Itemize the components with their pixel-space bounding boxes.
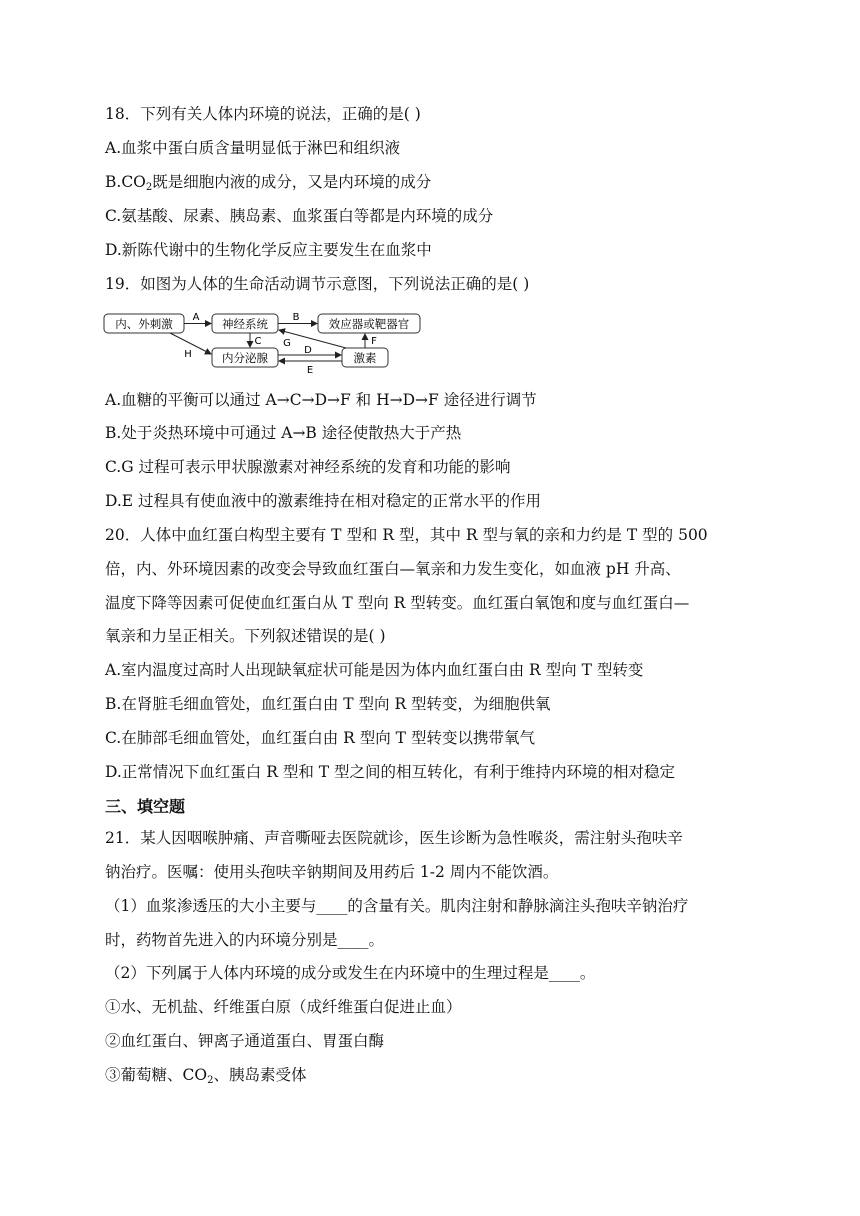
edge-label-d: D [304,345,312,356]
q20-option-c: C.在肺部毛细血管处，血红蛋白由 R 型向 T 型转变以携带氧气 [105,729,535,747]
q20-stem-line-3: 温度下降等因素可促使血红蛋白从 T 型向 R 型转变。血红蛋白氧饱和度与血红蛋白— [105,594,690,612]
q18-option-d: D.新陈代谢中的生物化学反应主要发生在血浆中 [105,241,432,259]
q20-option-d: D.正常情况下血红蛋白 R 型和 T 型之间的相互转化，有利于维持内环境的相对稳定 [105,763,676,781]
edge-label-g: G [283,338,291,349]
svg-text:神经系统: 神经系统 [222,317,268,331]
q21-part-2: （2）下列属于人体内环境的成分或发生在内环境中的生理过程是____。 [105,964,596,982]
q20-stem-line-2: 倍，内、外环境因素的改变会导致血红蛋白—氧亲和力发生变化，如血液 pH 升高、 [105,560,681,578]
q21-part-1-line-1: （1）血浆渗透压的大小主要与____的含量有关。肌肉注射和静脉滴注头孢呋辛钠治疗 [105,897,689,915]
q19-stem: 19．如图为人体的生命活动调节示意图，下列说法正确的是( ) [105,275,530,293]
q21-option-1: ①水、无机盐、纤维蛋白原（成纤维蛋白促进止血） [105,998,462,1016]
edge-label-f: F [371,336,377,347]
q19-option-a: A.血糖的平衡可以通过 A→C→D→F 和 H→D→F 途径进行调节 [105,391,537,409]
q20-option-a: A.室内温度过高时人出现缺氧症状可能是因为体内血红蛋白由 R 型向 T 型转变 [105,661,644,679]
q19-option-c: C.G 过程可表示甲状腺激素对神经系统的发育和功能的影响 [105,458,511,476]
q21-part-1-line-2: 时，药物首先进入的内环境分别是____。 [105,931,385,949]
edge-label-e: E [306,365,314,376]
edge-label-a: A [192,312,200,323]
q20-stem-line-1: 20．人体中血红蛋白构型主要有 T 型和 R 型，其中 R 型与氧的亲和力约是 T 型的 500 [105,526,708,544]
node-stimulus [104,314,184,333]
q21-option-3: ③葡萄糖、$CO_2$、胰岛素受体 [105,1066,307,1086]
q20-option-b: B.在肾脏毛细血管处，血红蛋白由 T 型向 R 型转变，为细胞供氧 [105,695,551,713]
node-effector [318,314,420,333]
svg-text:内分泌腺: 内分泌腺 [222,351,268,365]
edge-label-b: B [292,312,300,323]
q19-option-d: D.E 过程具有使血液中的激素维持在相对稳定的正常水平的作用 [105,492,542,510]
q19-option-b: B.处于炎热环境中可通过 A→B 途径使散热大于产热 [105,424,462,442]
node-nervous-system [212,314,278,333]
q18-option-b: $B.CO_2$既是细胞内液的成分，又是内环境的成分 [105,173,432,193]
svg-text:内、外刺激: 内、外刺激 [115,317,173,331]
section-heading: 三、填空题 [105,797,186,816]
node-hormone [342,348,388,367]
edge-label-h: H [184,349,192,360]
q18-option-a: A.血浆中蛋白质含量明显低于淋巴和组织液 [105,139,401,157]
q18-option-c: C.氨基酸、尿素、胰岛素、血浆蛋白等都是内环境的成分 [105,207,494,225]
node-endocrine-gland [212,348,278,367]
q21-stem-line-1: 21．某人因咽喉肿痛、声音嘶哑去医院就诊，医生诊断为急性喉炎，需注射头孢呋辛 [105,829,683,847]
regulation-diagram [100,308,410,376]
q18-stem: 18．下列有关人体内环境的说法，正确的是( ) [105,105,421,123]
q21-stem-line-2: 钠治疗。医嘱：使用头孢呋辛钠期间及用药后 1-2 周内不能饮酒。 [105,863,559,881]
edge-label-c: C [254,336,262,347]
svg-text:激素: 激素 [353,351,377,365]
svg-text:效应器或靶器官: 效应器或靶器官 [328,317,410,331]
q20-stem-line-4: 氧亲和力呈正相关。下列叙述错误的是( ) [105,627,386,645]
q21-option-2: ②血红蛋白、钾离子通道蛋白、胃蛋白酶 [105,1032,385,1050]
